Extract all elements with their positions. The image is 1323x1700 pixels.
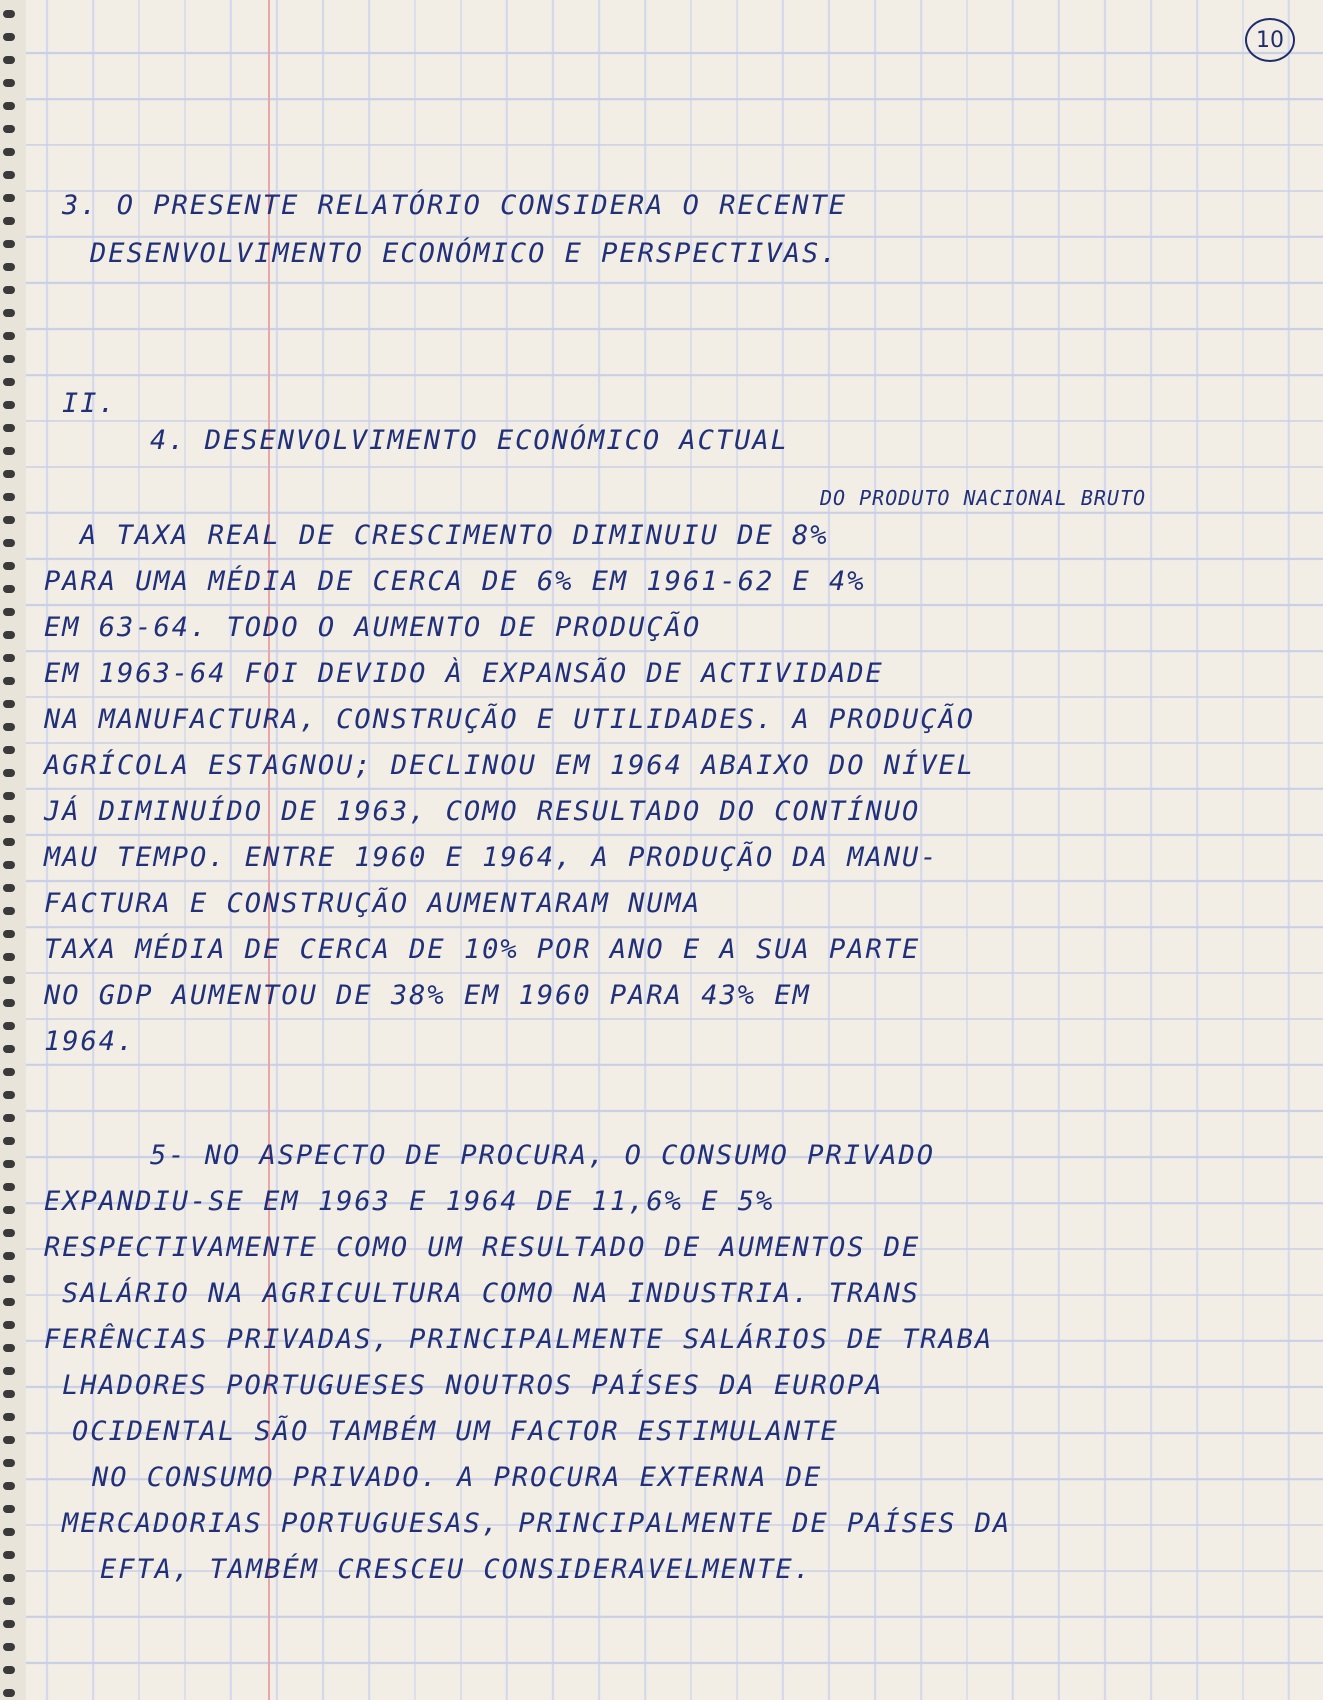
paragraph-4-line: A TAXA REAL DE CRESCIMENTO DIMINUIU DE 8% [80,520,829,551]
paragraph-4-line: EM 1963-64 FOI DEVIDO À EXPANSÃO DE ACTIVIDADE [44,658,884,689]
paragraph-4-line: AGRÍCOLA ESTAGNOU; DECLINOU EM 1964 ABAIXO DO NÍVEL [44,750,976,781]
paragraph-5-line: LHADORES PORTUGUESES NOUTROS PAÍSES DA EUROPA [62,1370,884,1401]
spiral-ring [3,1482,15,1490]
spiral-ring [3,723,15,731]
spiral-ring [3,1597,15,1605]
spiral-ring [3,1206,15,1214]
spiral-ring [3,907,15,915]
spiral-ring [3,1344,15,1352]
spiral-ring [3,1045,15,1053]
spiral-ring [3,148,15,156]
spiral-ring [3,332,15,340]
spiral-ring [3,447,15,455]
spiral-ring [3,1689,15,1697]
spiral-ring [3,240,15,248]
spiral-ring [3,746,15,754]
spiral-ring [3,79,15,87]
paragraph-4-line: FACTURA E CONSTRUÇÃO AUMENTARAM NUMA [44,888,702,919]
spiral-ring [3,1275,15,1283]
spiral-ring [3,884,15,892]
spiral-ring [3,1298,15,1306]
spiral-ring [3,1229,15,1237]
paragraph-4-line: NA MANUFACTURA, CONSTRUÇÃO E UTILIDADES. A PRODUÇÃO [44,704,976,735]
spiral-ring [3,1666,15,1674]
paragraph-5-line: FERÊNCIAS PRIVADAS, PRINCIPALMENTE SALÁRIOS DE TRABA [44,1324,994,1355]
spiral-ring [3,769,15,777]
spiral-ring [3,1459,15,1467]
paragraph-4-line: EM 63-64. TODO O AUMENTO DE PRODUÇÃO [44,612,702,643]
spiral-ring [3,102,15,110]
paragraph-4-line: 1964. [44,1026,136,1057]
spiral-ring [3,792,15,800]
spiral-ring [3,1367,15,1375]
spiral-ring [3,171,15,179]
spiral-ring [3,10,15,18]
spiral-ring [3,976,15,984]
paragraph-4-line: NO GDP AUMENTOU DE 38% EM 1960 PARA 43% EM [44,980,811,1011]
spiral-ring [3,516,15,524]
spiral-ring [3,217,15,225]
spiral-ring [3,1574,15,1582]
spiral-ring [3,286,15,294]
spiral-ring [3,677,15,685]
spiral-ring [3,585,15,593]
section-title: 4. DESENVOLVIMENTO ECONÓMICO ACTUAL [150,425,789,456]
paragraph-4-line: MAU TEMPO. ENTRE 1960 E 1964, A PRODUÇÃO DA MANU- [44,842,939,873]
spiral-ring [3,953,15,961]
spiral-ring [3,930,15,938]
paragraph-5-line: NO CONSUMO PRIVADO. A PROCURA EXTERNA DE [92,1462,823,1493]
spiral-binding [0,0,26,1700]
spiral-ring [3,654,15,662]
spiral-ring [3,861,15,869]
spiral-ring [3,263,15,271]
spiral-ring [3,539,15,547]
section-marker: II. [62,388,117,419]
spiral-ring [3,1390,15,1398]
spiral-ring [3,401,15,409]
spiral-ring [3,815,15,823]
spiral-ring [3,700,15,708]
spiral-ring [3,1252,15,1260]
paragraph-5-line: EFTA, TAMBÉM CRESCEU CONSIDERAVELMENTE. [100,1554,812,1585]
spiral-ring [3,470,15,478]
spiral-ring [3,493,15,501]
spiral-ring [3,355,15,363]
page-number: 10 [1245,18,1295,62]
spiral-ring [3,1091,15,1099]
spiral-ring [3,1620,15,1628]
spiral-ring [3,378,15,386]
spiral-ring [3,562,15,570]
spiral-ring [3,194,15,202]
paragraph-4-line: PARA UMA MÉDIA DE CERCA DE 6% EM 1961-62 E 4% [44,566,866,597]
spiral-ring [3,1160,15,1168]
paragraph-5-line: 5- NO ASPECTO DE PROCURA, O CONSUMO PRIVADO [150,1140,935,1171]
spiral-ring [3,56,15,64]
paragraph-4-line: TAXA MÉDIA DE CERCA DE 10% POR ANO E A SUA PARTE [44,934,921,965]
spiral-ring [3,1551,15,1559]
spiral-ring [3,838,15,846]
spiral-ring [3,1436,15,1444]
spiral-ring [3,1068,15,1076]
paragraph-5-line: SALÁRIO NA AGRICULTURA COMO NA INDUSTRIA. TRANS [62,1278,921,1309]
paragraph-5-line: EXPANDIU-SE EM 1963 E 1964 DE 11,6% E 5% [44,1186,775,1217]
spiral-ring [3,1528,15,1536]
spiral-ring [3,1183,15,1191]
paragraph-4-line: JÁ DIMINUÍDO DE 1963, COMO RESULTADO DO CONTÍNUO [44,796,921,827]
spiral-ring [3,424,15,432]
spiral-ring [3,125,15,133]
heading-line-2: DESENVOLVIMENTO ECONÓMICO E PERSPECTIVAS. [90,238,839,269]
paragraph-5-line: MERCADORIAS PORTUGUESAS, PRINCIPALMENTE DE PAÍSES DA [62,1508,1012,1539]
spiral-ring [3,999,15,1007]
spiral-ring [3,1022,15,1030]
heading-line-1: 3. O PRESENTE RELATÓRIO CONSIDERA O RECENTE [62,190,847,221]
insertion-note: DO PRODUTO NACIONAL BRUTO [820,486,1147,510]
spiral-ring [3,1643,15,1651]
spiral-ring [3,33,15,41]
spiral-ring [3,1114,15,1122]
spiral-ring [3,309,15,317]
spiral-ring [3,1505,15,1513]
paragraph-5-line: RESPECTIVAMENTE COMO UM RESULTADO DE AUMENTOS DE [44,1232,921,1263]
paragraph-5-line: OCIDENTAL SÃO TAMBÉM UM FACTOR ESTIMULANTE [72,1416,839,1447]
spiral-ring [3,1413,15,1421]
spiral-ring [3,1321,15,1329]
spiral-ring [3,631,15,639]
spiral-ring [3,608,15,616]
spiral-ring [3,1137,15,1145]
